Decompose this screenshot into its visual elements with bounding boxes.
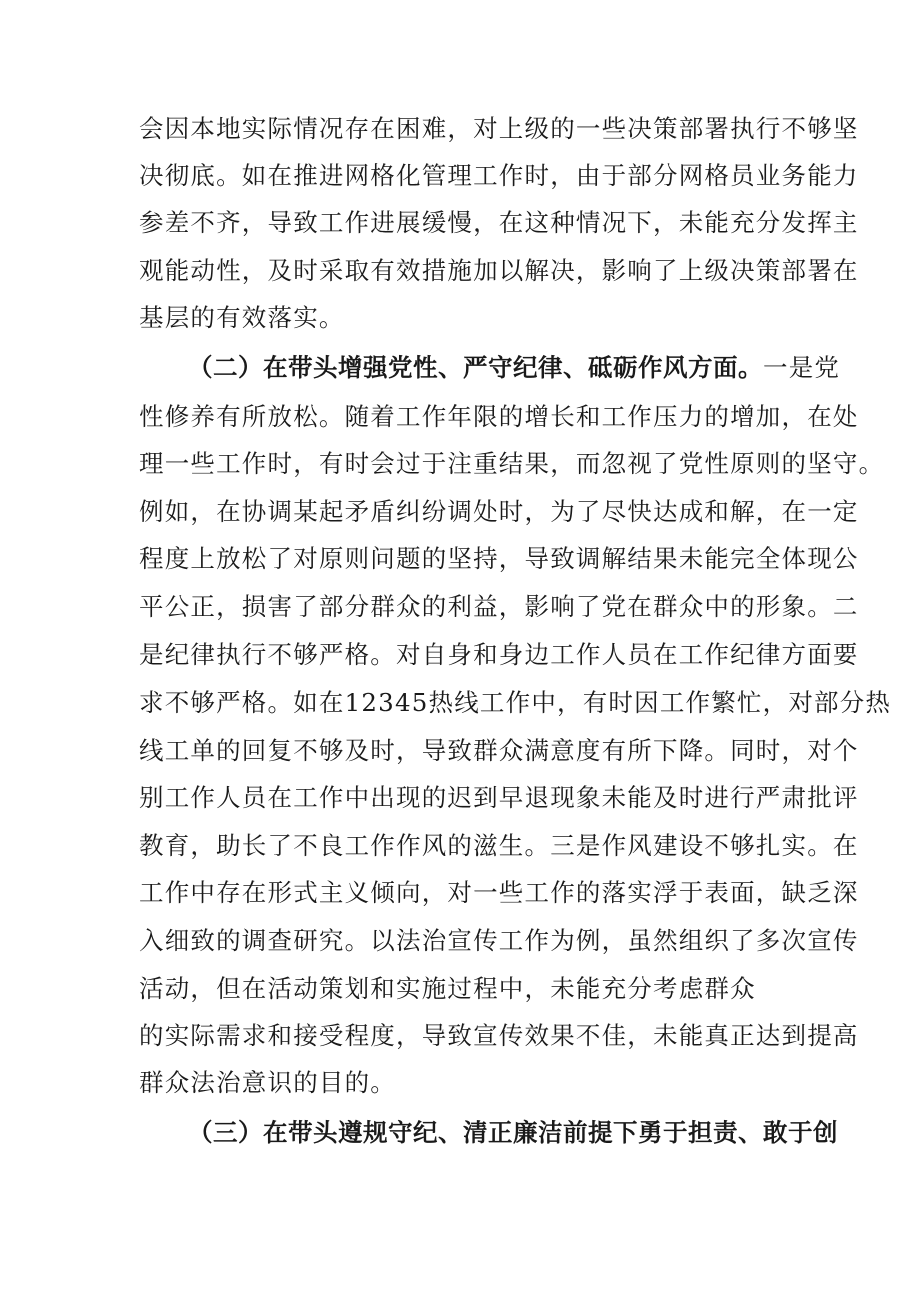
paragraph-line: 工作中存在形式主义倾向，对一些工作的落实浮于表面，缺乏深: [139, 878, 859, 907]
paragraph-line: 教育，助长了不良工作作风的滋生。三是作风建设不够扎实。在: [139, 831, 859, 860]
paragraph-line: 群众法治意识的目的。: [139, 1068, 396, 1097]
paragraph-line: 活动，但在活动策划和实施过程中，未能充分考虑群众: [139, 974, 756, 1003]
paragraph-line: 是纪律执行不够严格。对自身和身边工作人员在工作纪律方面要: [139, 640, 859, 669]
paragraph-line: 例如，在协调某起矛盾纠纷调处时，为了尽快达成和解，在一定: [139, 497, 859, 526]
paragraph-line: 别工作人员在工作中出现的迟到早退现象未能及时进行严肃批评: [139, 783, 859, 812]
paragraph-line: 基层的有效落实。: [139, 303, 345, 332]
paragraph-line: 线工单的回复不够及时，导致群众满意度有所下降。同时，对个: [139, 736, 859, 765]
paragraph-line: 理一些工作时，有时会过于注重结果，而忽视了党性原则的坚守。: [139, 449, 885, 478]
section-2-lead: 一是党: [763, 353, 841, 382]
paragraph-line: 观能动性，及时采取有效措施加以解决，影响了上级决策部署在: [139, 256, 859, 285]
paragraph-line: 会因本地实际情况存在困难，对上级的一些决策部署执行不够坚: [139, 114, 859, 143]
section-2-heading-line: [188, 353, 840, 383]
paragraph-line: 的实际需求和接受程度，导致宣传效果不佳，未能真正达到提高: [139, 1021, 859, 1050]
paragraph-line: 性修养有所放松。随着工作年限的增长和工作压力的增加，在处: [139, 402, 859, 431]
paragraph-line: 决彻底。如在推进网格化管理工作时，由于部分网格员业务能力: [139, 161, 859, 190]
paragraph-line: 程度上放松了对原则问题的坚持，导致调解结果未能完全体现公: [139, 544, 859, 573]
paragraph-line: 求不够严格。如在12345热线工作中，有时因工作繁忙，对部分热: [139, 688, 892, 717]
paragraph-line: 参差不齐，导致工作进展缓慢，在这种情况下，未能充分发挥主: [139, 208, 859, 237]
paragraph-line: 平公正，损害了部分群众的利益，影响了党在群众中的形象。二: [139, 592, 859, 621]
section-3-heading: （三）在带头遵规守纪、清正廉洁前提下勇于担责、敢于创: [188, 1118, 838, 1147]
section-2-heading: （二）在带头增强党性、严守纪律、砥砺作风方面。: [188, 353, 763, 382]
paragraph-line: 入细致的调查研究。以法治宣传工作为例，虽然组织了多次宣传: [139, 926, 859, 955]
